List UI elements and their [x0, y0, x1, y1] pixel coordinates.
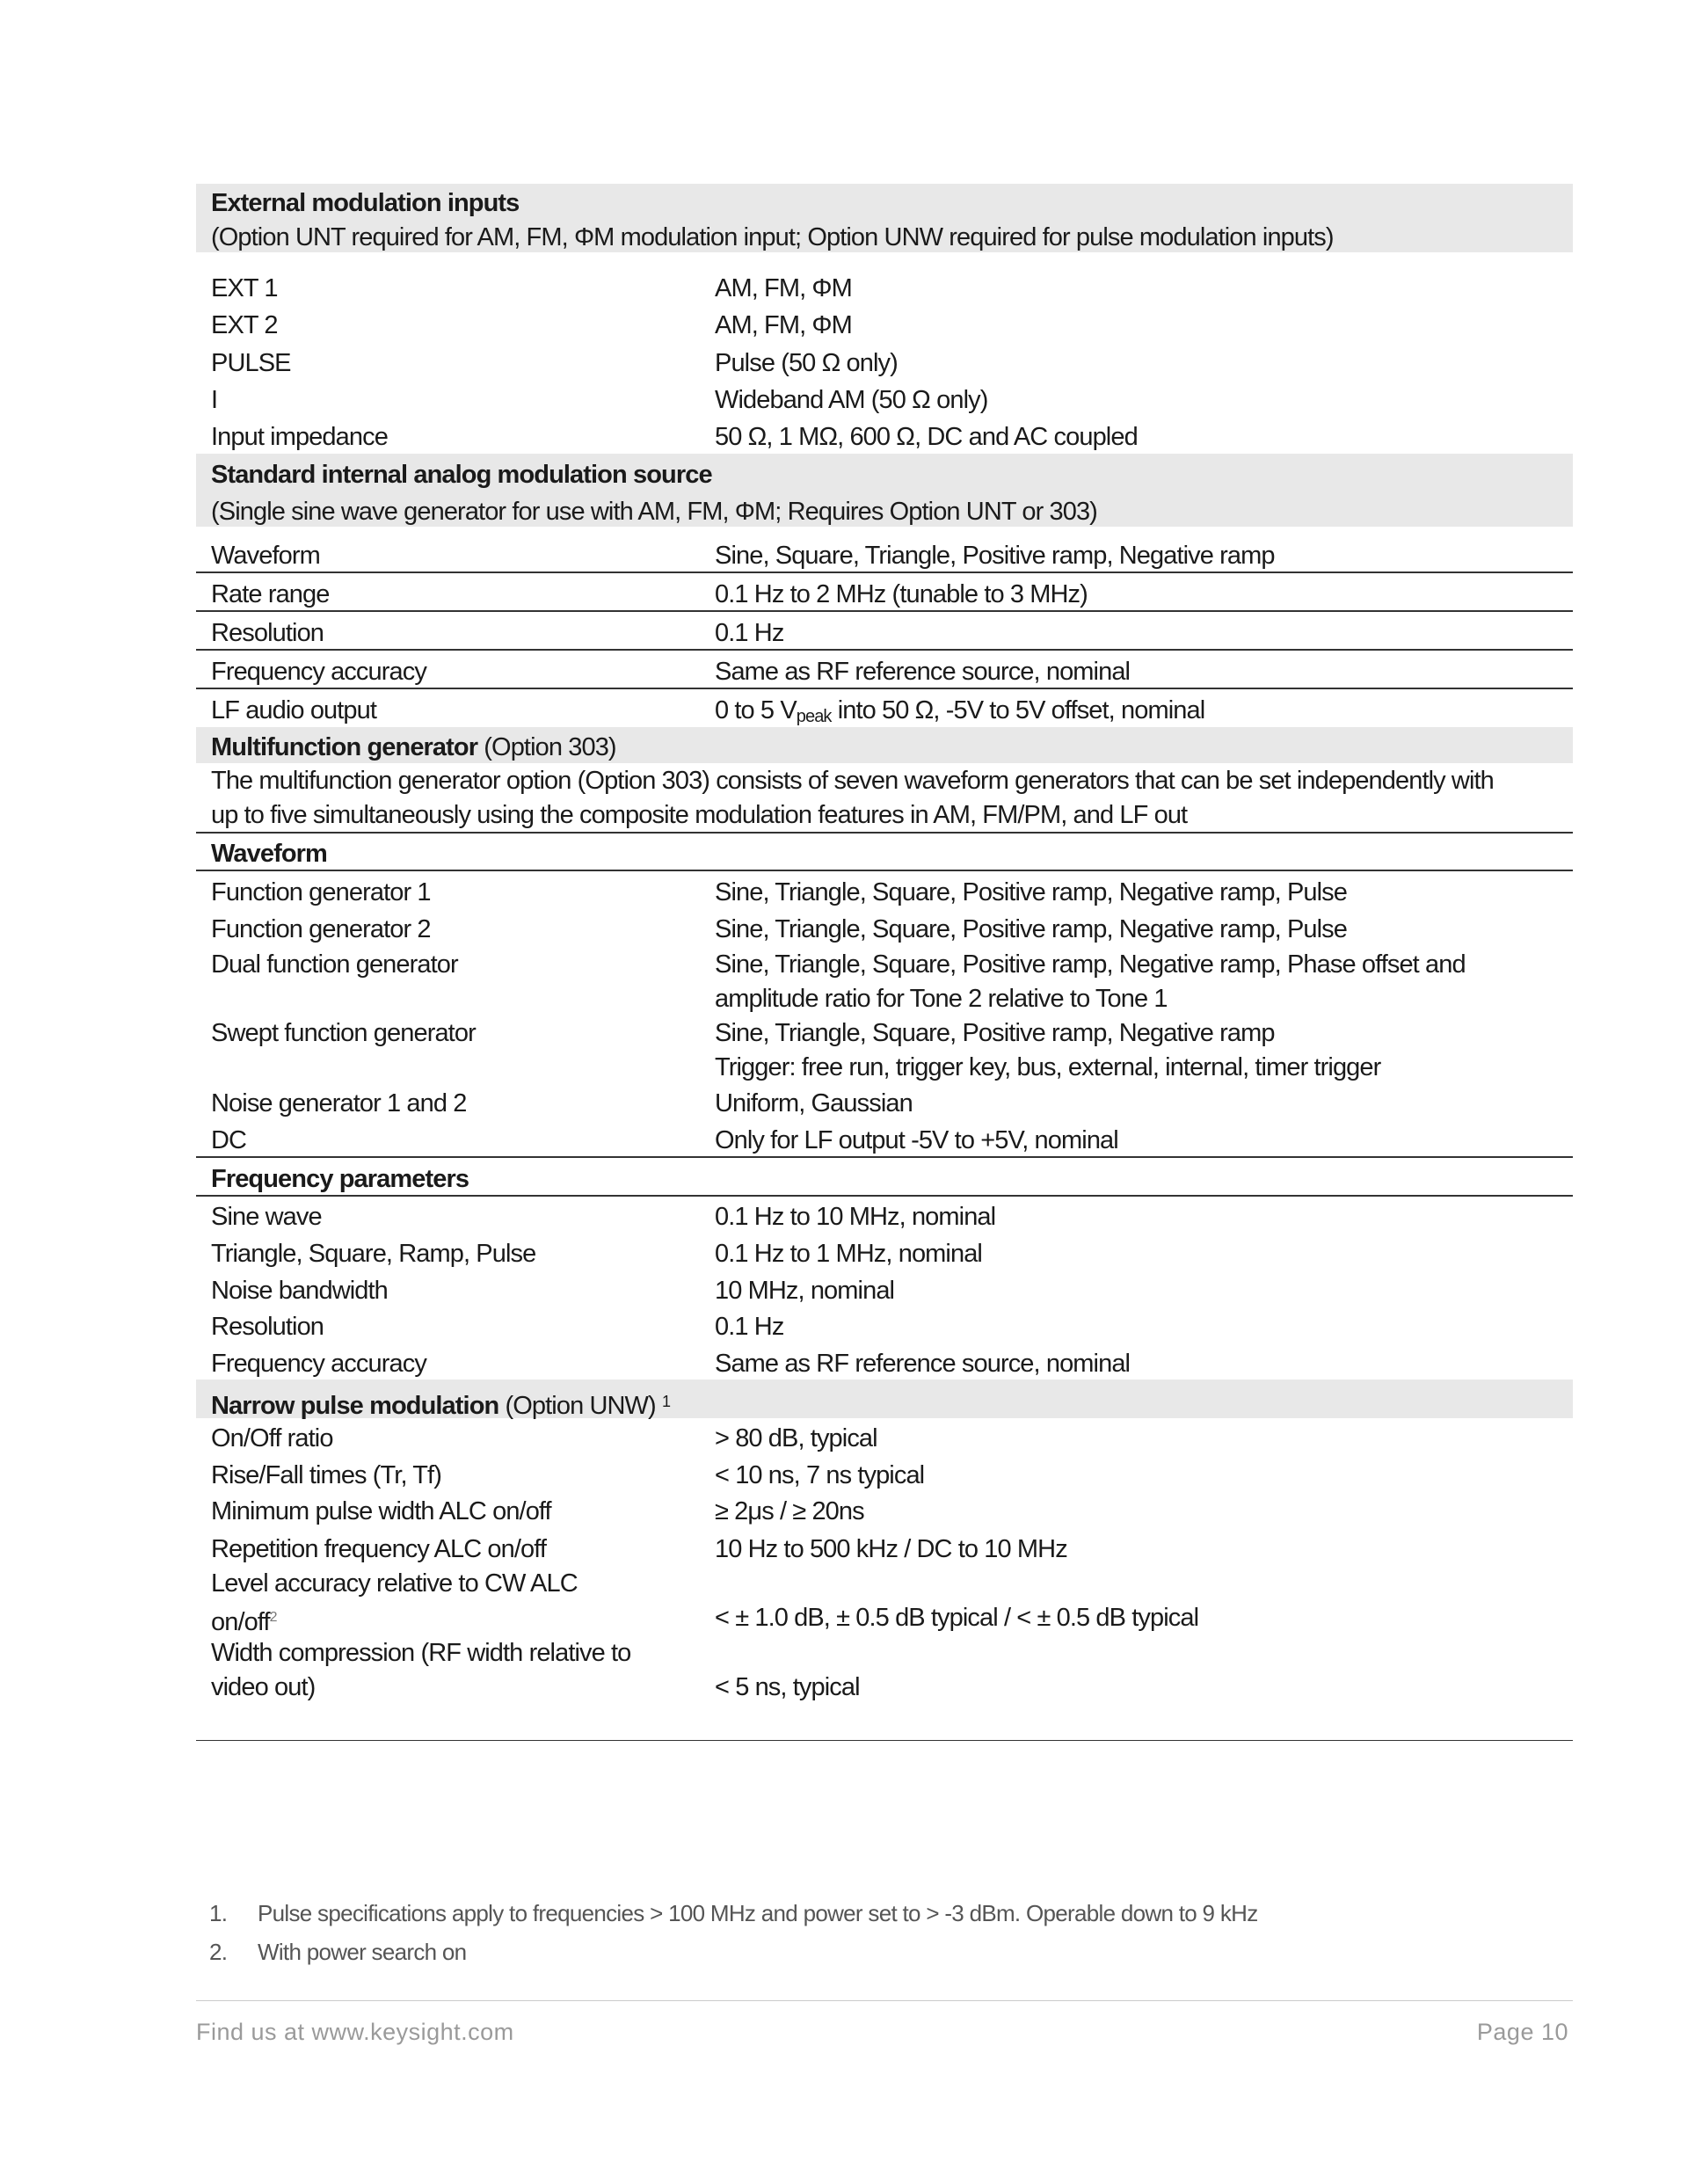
spec-value: > 80 dB, typical	[715, 1424, 877, 1452]
spec-value: 10 MHz, nominal	[715, 1277, 895, 1305]
spec-value: Trigger: free run, trigger key, bus, external, internal, timer trigger	[715, 1053, 1381, 1081]
spec-value: Sine, Square, Triangle, Positive ramp, Negative ramp	[715, 542, 1275, 570]
spec-label: Repetition frequency ALC on/off	[211, 1535, 547, 1563]
spec-value: Pulse (50 Ω only)	[715, 349, 898, 377]
section-title-bold: Narrow pulse modulation	[211, 1392, 499, 1420]
spec-label: Rise/Fall times (Tr, Tf)	[211, 1461, 441, 1489]
row-divider	[196, 1195, 1573, 1197]
spec-value: ≥ 2μs / ≥ 20ns	[715, 1497, 864, 1525]
spec-value: Wideband AM (50 Ω only)	[715, 386, 988, 414]
spec-label: Waveform	[211, 542, 320, 570]
subsection-heading: Frequency parameters	[211, 1165, 469, 1193]
spec-value: Sine, Triangle, Square, Positive ramp, Negative ramp, Phase offset and	[715, 950, 1466, 979]
spec-label: video out)	[211, 1673, 316, 1701]
footnote-text: Pulse specifications apply to frequencies > 100 MHz and power set to > -3 dBm. Operable down to 9 kHz	[258, 1900, 1258, 1926]
spec-value	[715, 693, 1204, 734]
spec-label: Minimum pulse width ALC on/off	[211, 1497, 551, 1525]
spec-label: Resolution	[211, 1313, 324, 1341]
spec-label: Function generator 1	[211, 878, 431, 906]
spec-value: < ± 1.0 dB, ± 0.5 dB typical / < ± 0.5 dB typical	[715, 1604, 1199, 1632]
spec-label: LF audio output	[211, 696, 377, 724]
spec-label: Frequency accuracy	[211, 658, 426, 686]
row-divider	[196, 571, 1573, 573]
spec-label: Noise generator 1 and 2	[211, 1089, 467, 1117]
footnote-ref: 1	[661, 1393, 671, 1410]
spec-value: 0.1 Hz to 1 MHz, nominal	[715, 1240, 982, 1268]
spec-value: 0.1 Hz to 10 MHz, nominal	[715, 1203, 996, 1231]
spec-value: 10 Hz to 500 kHz / DC to 10 MHz	[715, 1535, 1067, 1563]
section-title	[211, 1384, 670, 1423]
section-title	[211, 730, 616, 765]
spec-value: Same as RF reference source, nominal	[715, 1350, 1131, 1378]
spec-value: Uniform, Gaussian	[715, 1089, 913, 1117]
spec-value: 0.1 Hz to 2 MHz (tunable to 3 MHz)	[715, 580, 1088, 608]
spec-label: Rate range	[211, 580, 330, 608]
spec-label: Frequency accuracy	[211, 1350, 426, 1378]
spec-value: 0.1 Hz	[715, 619, 784, 647]
spec-label: I	[211, 386, 218, 414]
footer-link[interactable]: Find us at www.keysight.com	[196, 2019, 514, 2045]
lf-value-text: into 50 Ω, -5V to 5V offset, nominal	[831, 696, 1205, 724]
section-description: up to five simultaneously using the composite modulation features in AM, FM/PM, and LF out	[211, 801, 1188, 829]
spec-value: AM, FM, ΦM	[715, 311, 852, 339]
spec-value: 50 Ω, 1 MΩ, 600 Ω, DC and AC coupled	[715, 423, 1138, 451]
spec-label: PULSE	[211, 349, 291, 377]
spec-value: < 10 ns, 7 ns typical	[715, 1461, 925, 1489]
spec-label: Function generator 2	[211, 915, 431, 943]
spec-label: Swept function generator	[211, 1019, 476, 1047]
spec-label: Input impedance	[211, 423, 388, 451]
row-divider	[196, 610, 1573, 612]
spec-value: Sine, Triangle, Square, Positive ramp, Negative ramp, Pulse	[715, 915, 1347, 943]
spec-label-text: on/off	[211, 1608, 270, 1636]
spec-label: Width compression (RF width relative to	[211, 1639, 631, 1667]
section-title-note: (Option UNW)	[498, 1392, 662, 1420]
spec-label: Resolution	[211, 619, 324, 647]
spec-label: Triangle, Square, Ramp, Pulse	[211, 1240, 536, 1268]
section-subtitle: (Option UNT required for AM, FM, ΦM modulation input; Option UNW required for pulse modulation inputs)	[211, 223, 1334, 251]
spec-value: amplitude ratio for Tone 2 relative to Tone 1	[715, 985, 1168, 1013]
section-subtitle: (Single sine wave generator for use with AM, FM, ΦM; Requires Option UNT or 303)	[211, 498, 1097, 526]
spec-label: Level accuracy relative to CW ALC	[211, 1569, 578, 1598]
spec-value: Sine, Triangle, Square, Positive ramp, Negative ramp	[715, 1019, 1275, 1047]
spec-value: AM, FM, ΦM	[715, 274, 852, 302]
spec-value: Same as RF reference source, nominal	[715, 658, 1131, 686]
footer-divider	[196, 2000, 1573, 2001]
spec-label: EXT 1	[211, 274, 278, 302]
spec-label: EXT 2	[211, 311, 278, 339]
row-divider	[196, 870, 1573, 871]
section-description: The multifunction generator option (Option 303) consists of seven waveform generators that can be set independently with	[211, 767, 1494, 795]
footnote-number: 2.	[209, 1939, 228, 1965]
page-number: Page 10	[1476, 2019, 1568, 2045]
spec-value: < 5 ns, typical	[715, 1673, 860, 1701]
section-title: Standard internal analog modulation source	[211, 461, 712, 489]
section-title: External modulation inputs	[211, 189, 520, 217]
spec-value: Sine, Triangle, Square, Positive ramp, Negative ramp, Pulse	[715, 878, 1347, 906]
spec-label: DC	[211, 1126, 247, 1154]
spec-label: Sine wave	[211, 1203, 322, 1231]
spec-label: On/Off ratio	[211, 1424, 333, 1452]
spec-label: Noise bandwidth	[211, 1277, 388, 1305]
row-divider	[196, 832, 1573, 834]
footnote-number: 1.	[209, 1900, 228, 1926]
subsection-heading: Waveform	[211, 840, 327, 868]
section-title-bold: Multifunction generator	[211, 733, 478, 761]
spec-value: 0.1 Hz	[715, 1313, 784, 1341]
lf-value-text: 0 to 5 V	[715, 696, 797, 724]
row-divider	[196, 649, 1573, 651]
footnote-text: With power search on	[258, 1939, 467, 1965]
row-divider	[196, 1156, 1573, 1158]
spec-value: Only for LF output -5V to +5V, nominal	[715, 1126, 1118, 1154]
row-divider	[196, 688, 1573, 689]
footnote-ref: 2	[269, 1610, 277, 1625]
lf-value-subscript: peak	[796, 707, 832, 726]
table-end-rule	[196, 1740, 1573, 1741]
section-title-note: (Option 303)	[477, 733, 616, 761]
spec-label	[211, 1600, 277, 1640]
spec-label: Dual function generator	[211, 950, 458, 979]
